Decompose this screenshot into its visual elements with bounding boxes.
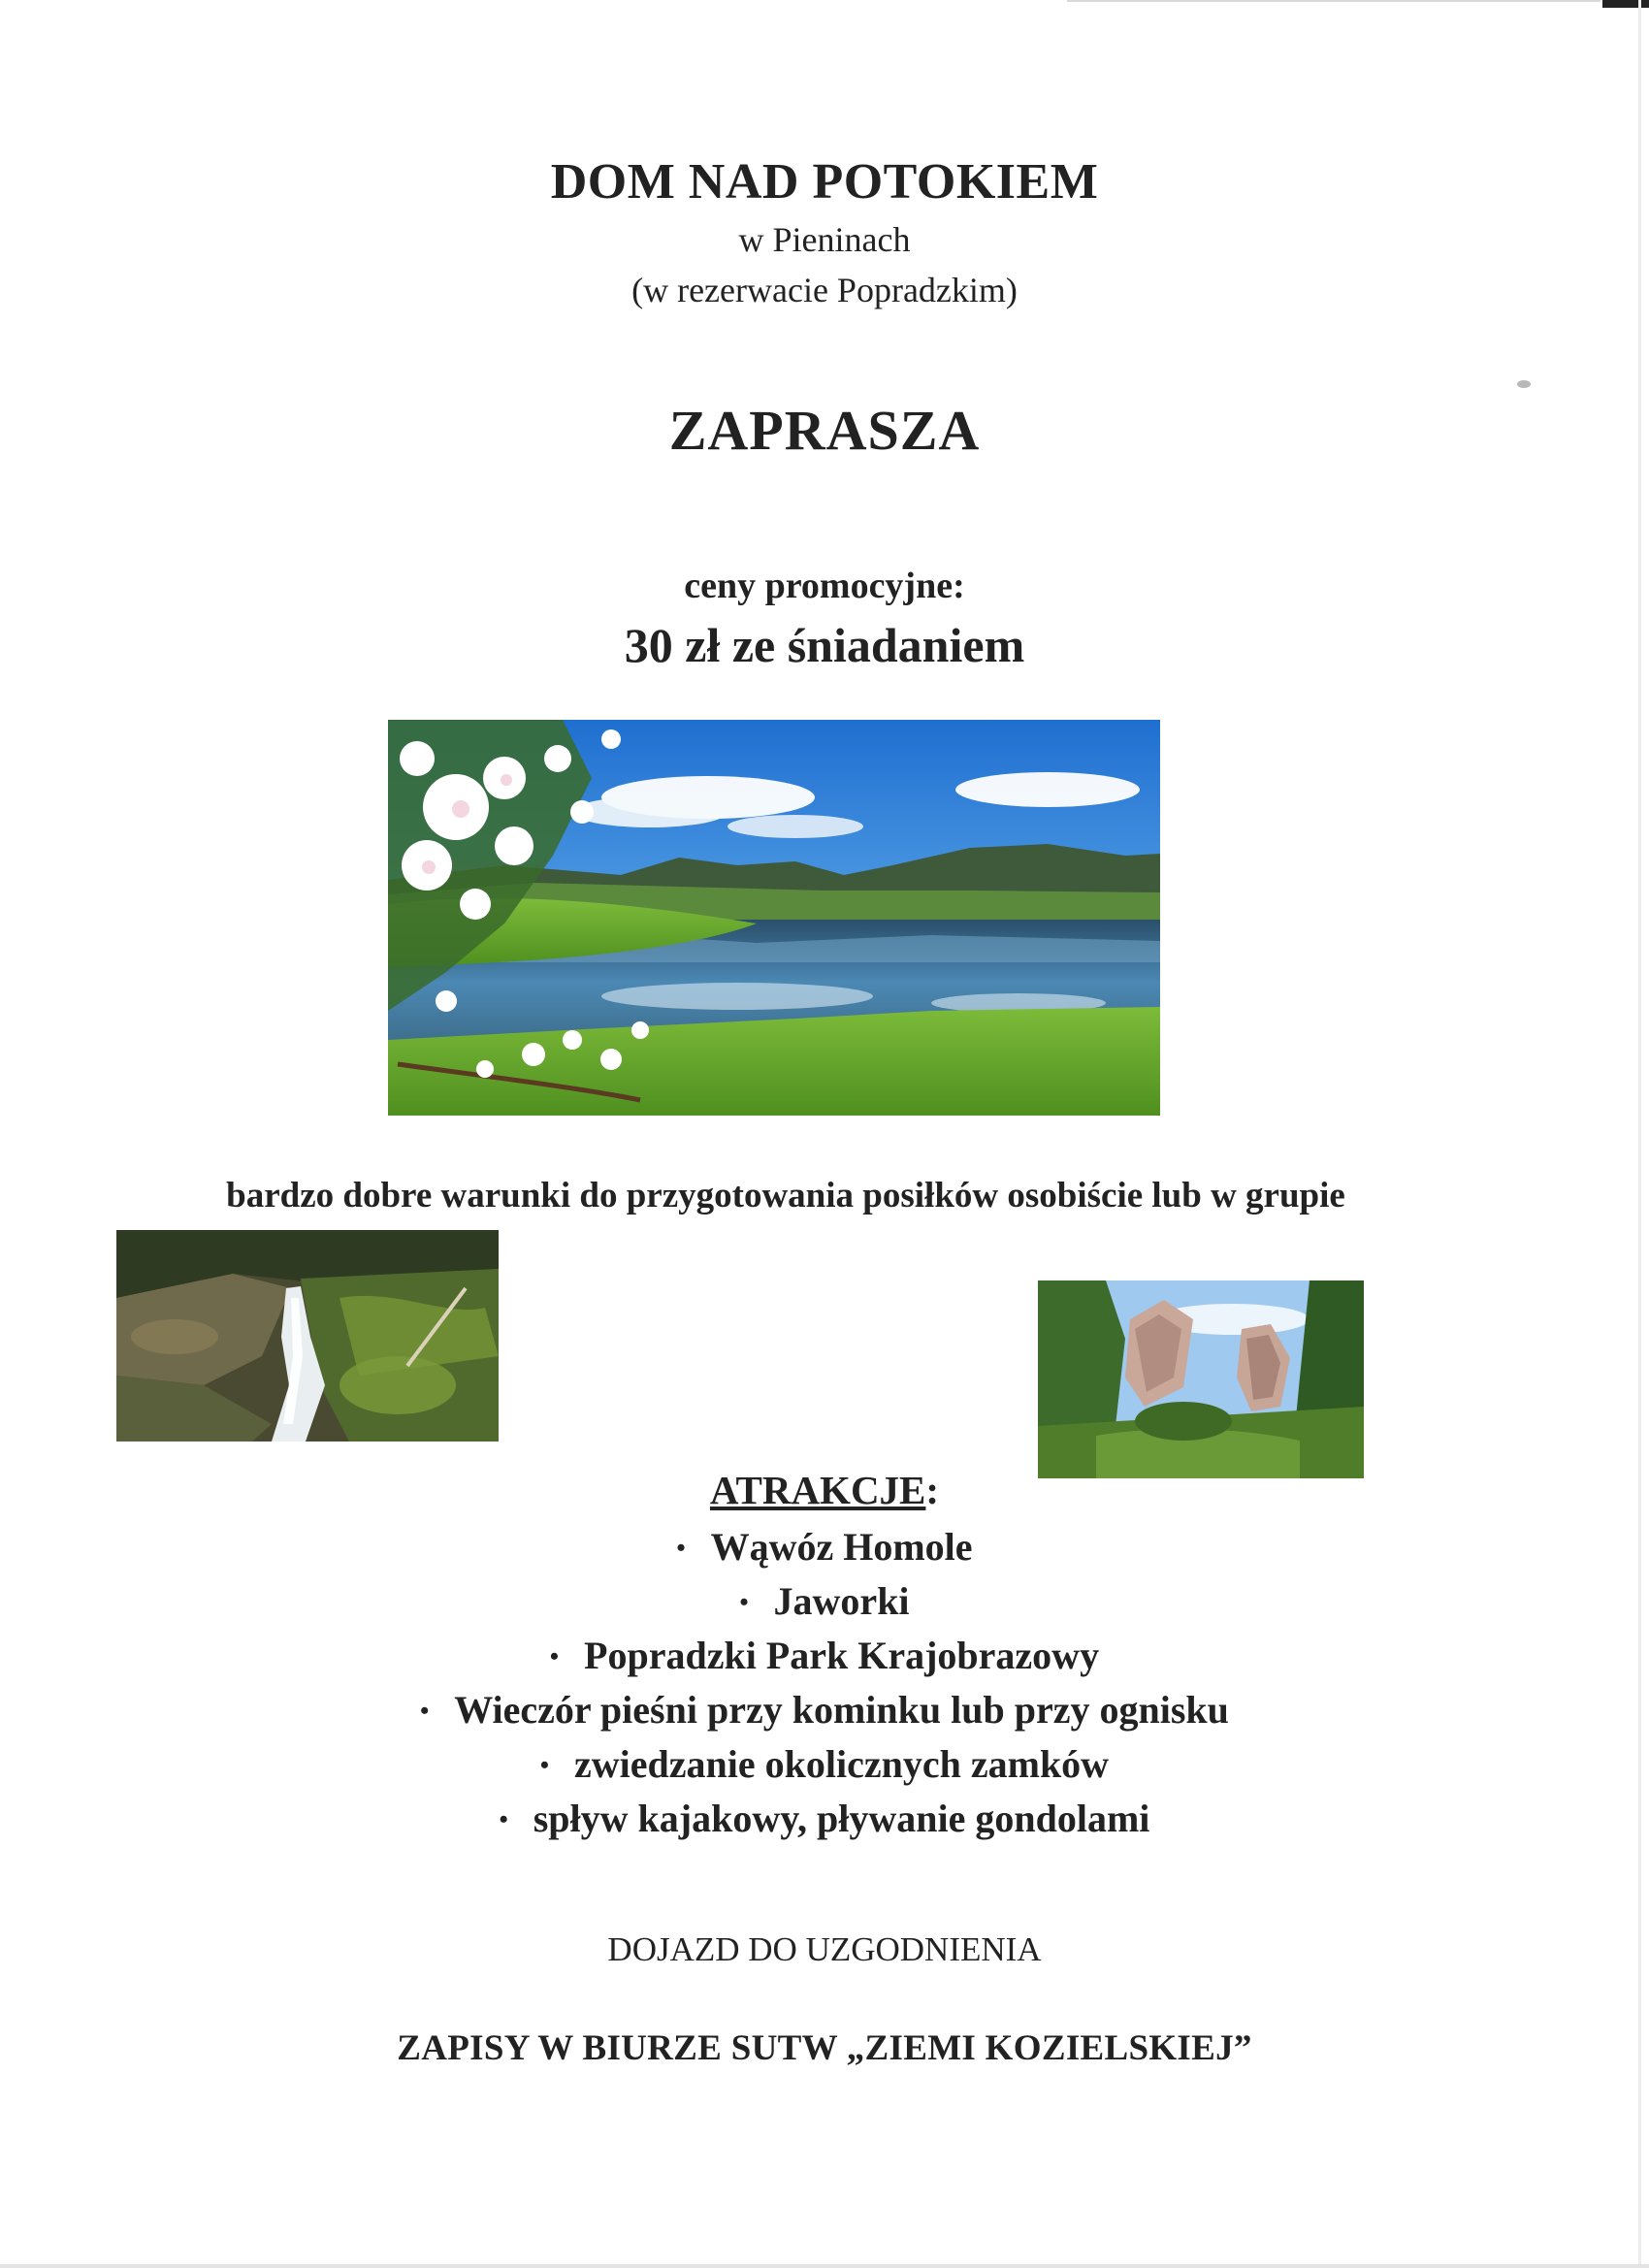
list-item — [0, 1683, 1649, 1737]
attractions-heading-text: ATRAKCJE — [709, 1468, 926, 1512]
lake-landscape-photo — [388, 720, 1160, 1116]
scan-edge-top — [1067, 0, 1600, 2]
scan-speck — [1517, 380, 1531, 388]
bullet-icon: • — [676, 1533, 686, 1562]
list-item — [0, 1792, 1649, 1846]
signup-note: ZAPISY W BIURZE SUTW „ZIEMI KOZIELSKIEJ” — [397, 2028, 1252, 2068]
price-value: 30 zł ze śniadaniem — [624, 618, 1025, 672]
list-item — [0, 1737, 1649, 1792]
document-title: DOM NAD POTOKIEM — [550, 154, 1099, 210]
waterfall-photo — [116, 1230, 499, 1442]
bullet-icon: • — [549, 1641, 560, 1670]
attractions-heading-colon: : — [925, 1468, 940, 1512]
list-item — [0, 1629, 1649, 1683]
list-item — [0, 1520, 1649, 1574]
bullet-icon: • — [739, 1587, 749, 1616]
attractions-list — [0, 1520, 1649, 1846]
list-item-label: Popradzki Park Krajobrazowy — [584, 1634, 1100, 1677]
attractions-heading — [0, 1467, 1649, 1513]
bullet-icon: • — [539, 1750, 550, 1779]
list-item-label: Wąwóz Homole — [710, 1525, 973, 1569]
list-item-label: spływ kajakowy, pływanie gondolami — [533, 1797, 1150, 1840]
price-label: ceny promocyjne: — [684, 566, 965, 606]
list-item-label: zwiedzanie okolicznych zamków — [574, 1742, 1110, 1786]
scan-edge-bottom — [0, 2264, 1649, 2268]
bullet-icon: • — [420, 1696, 430, 1725]
list-item — [0, 1574, 1649, 1629]
conditions-text: bardzo dobre warunki do przygotowania posiłków osobiście lub w grupie — [226, 1176, 1345, 1215]
list-item-label: Jaworki — [773, 1579, 910, 1623]
list-item-label: Wieczór pieśni przy kominku lub przy ognisku — [454, 1688, 1229, 1732]
invitation-heading: ZAPRASZA — [668, 399, 981, 462]
rocks-photo — [1038, 1280, 1364, 1478]
scan-corner-mark — [1602, 0, 1649, 8]
location-subtitle: w Pieninach — [738, 220, 911, 259]
bullet-icon: • — [499, 1804, 508, 1833]
scan-edge-right — [1638, 0, 1641, 2268]
travel-note: DOJAZD DO UZGODNIENIA — [607, 1930, 1042, 1968]
reserve-subtitle: (w rezerwacie Popradzkim) — [631, 271, 1018, 309]
